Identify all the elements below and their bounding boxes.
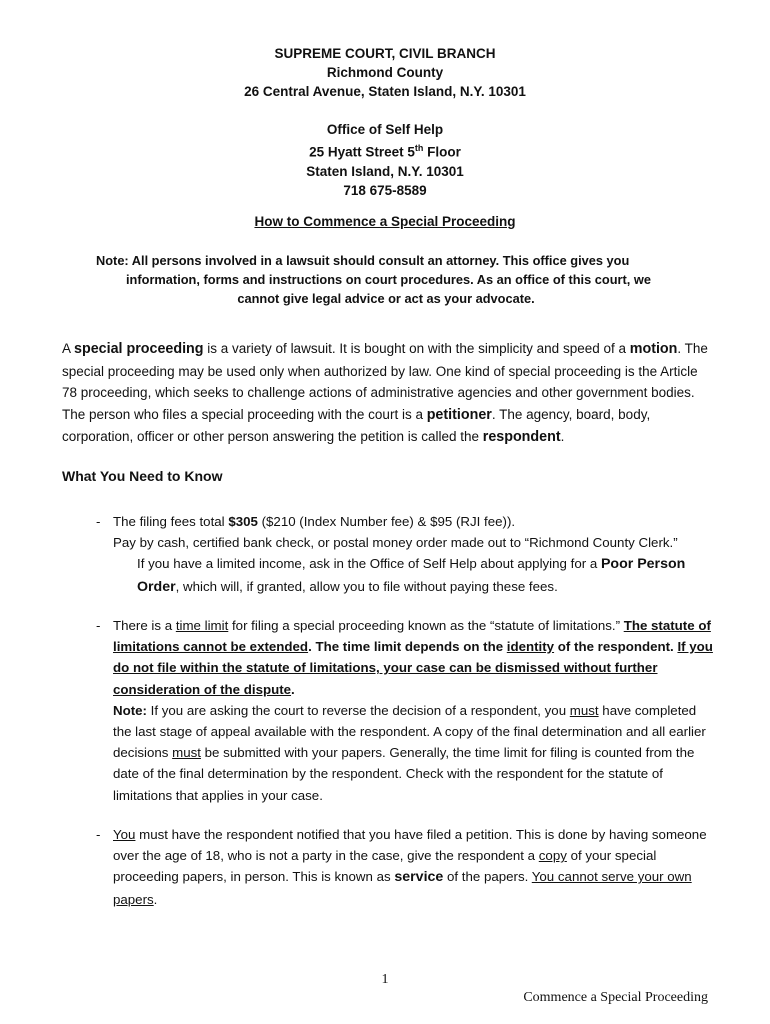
list-item-service: - You must have the respondent notified that you have filed a petition. This is done by having someone over the age of 18, who is not a party in the case, give the respondent a copy of your special proceeding papers, in person. This is known as service of the papers. You cannot serve your own papers. <box>96 827 707 907</box>
page-number: 1 <box>381 972 389 987</box>
legal-note: Note: All persons involved in a lawsuit should consult an attorney. This office gives you information, forms and instructions on court procedures. As an office of this court, we cannot give legal advice or act as your advocate. <box>96 253 651 306</box>
office-block <box>0 120 770 200</box>
court-address: 26 Central Avenue, Staten Island, N.Y. 10301 <box>244 84 526 99</box>
office-city: Staten Island, N.Y. 10301 <box>306 163 464 179</box>
court-name: SUPREME COURT, CIVIL BRANCH <box>274 46 496 61</box>
court-header <box>0 44 770 101</box>
intro-paragraph: A special proceeding is a variety of lawsuit. It is bought on with the simplicity and speed of a motion. The special proceeding may be used only when authorized by law. One kind of special proceeding is the Article 78 proceeding, which seeks to challenge actions of administrative agencies and other government bodies. The person who files a special proceeding with the court is a petitioner. The agency, board, body, corporation, officer or other person answering the petition is called the respondent. <box>62 341 708 446</box>
office-name: Office of Self Help <box>326 122 444 137</box>
list-item-fees: - The filing fees total $305 ($210 (Index Number fee) & $95 (RJI fee)). Pay by cash, certified bank check, or postal money order made out to “Richmond County Clerk.” If you have a limited income, ask in the Office of Self Help about applying for a Poor Person Order, which will, if granted, allow you to file without paying these fees. <box>96 514 686 595</box>
county-name: Richmond County <box>326 65 444 80</box>
office-street: 25 Hyatt Street 5th Floor <box>309 143 461 160</box>
section-heading: What You Need to Know <box>62 468 223 484</box>
list-item-time-limit: - There is a time limit for filing a special proceeding known as the “statute of limitations.” The statute of limitations cannot be extended. The time limit depends on the identity of the respondent. If you do not file within the statute of limitations, your case can be dismissed without further consideration of the dispute. Note: If you are asking the court to reverse the decision of a respondent, you must have completed the last stage of appeal available with the respondent. A copy of the final determination and all earlier decisions must be submitted with your papers. Generally, the time limit for filing is counted from the date of the final determination by the respondent. Check with the respondent for the statute of limitations that applies in your case. <box>96 618 713 803</box>
page-title: How to Commence a Special Proceeding <box>254 214 516 229</box>
page-footer: Commence a Special Proceeding <box>523 990 708 1005</box>
office-phone: 718 675-8589 <box>343 182 427 198</box>
